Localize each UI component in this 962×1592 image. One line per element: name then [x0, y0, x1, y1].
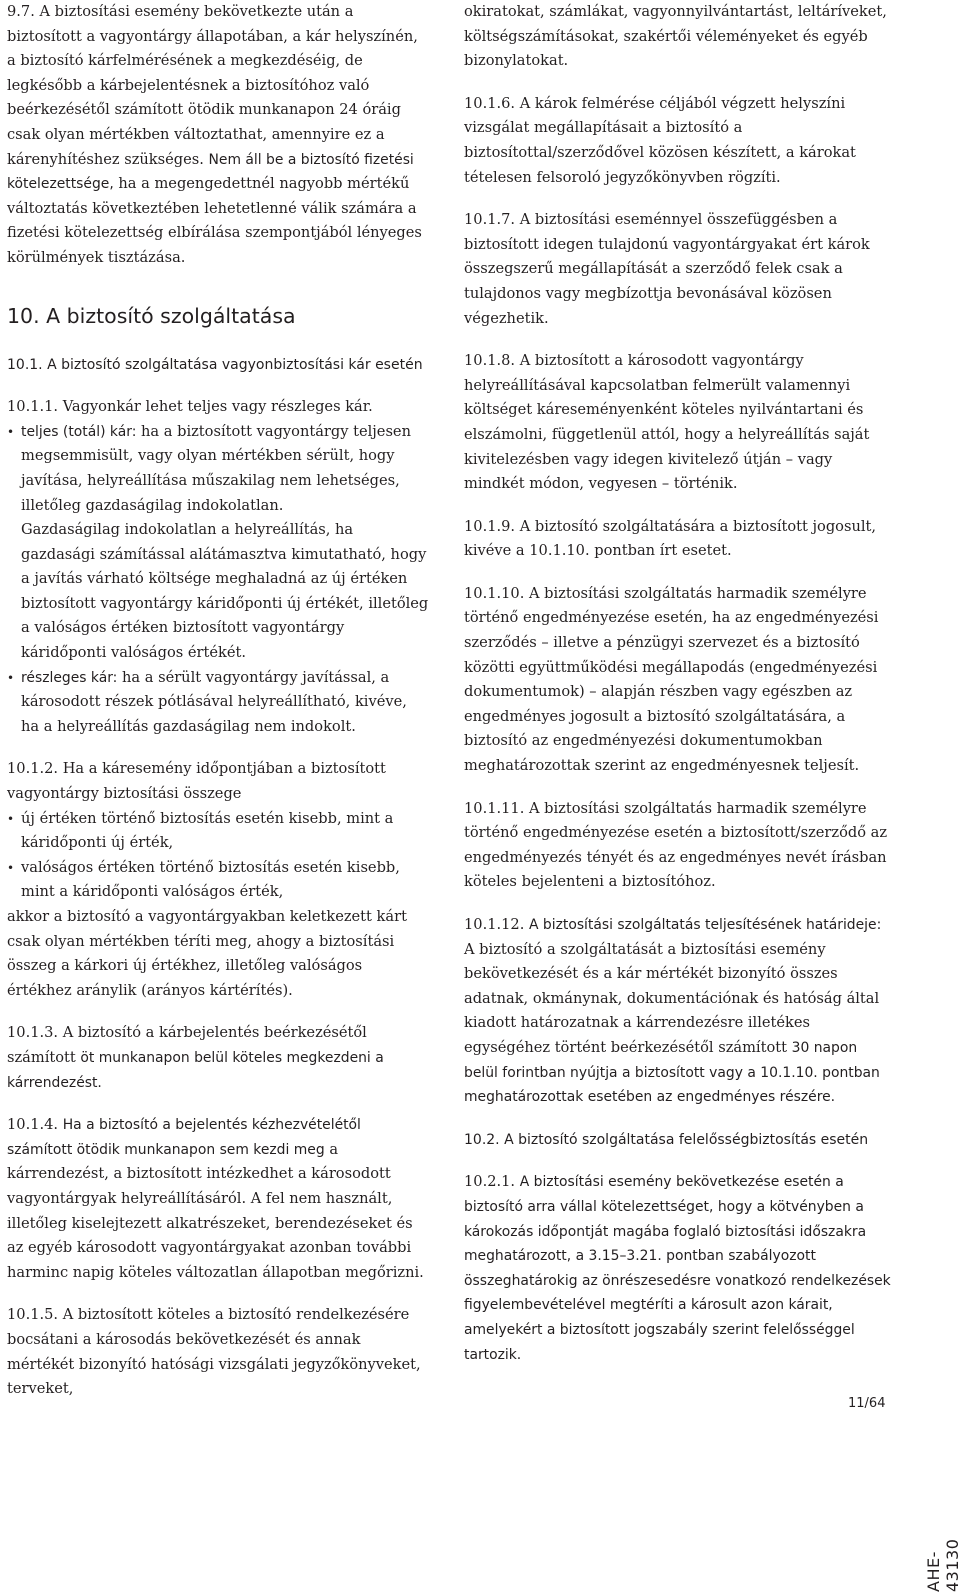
- paragraph-10-2-1-number: 10.2.1.: [464, 1173, 516, 1191]
- subsection-heading-10-1: 10.1. A biztosító szolgáltatása vagyonbiztosítási kár esetén: [7, 356, 423, 373]
- page-number: 11/64: [848, 1396, 886, 1411]
- paragraph-10-1-7: 10.1.7. A biztosítási eseménnyel összefüggésben a biztosított idegen tulajdonú vagyontárgyakat ért károk összegszerű megállapítását a szerződő felek csak a tulajdonos vagy megbízottja bevonásával közösen végezhetik.: [464, 211, 870, 327]
- bullet-partial-loss: [7, 666, 429, 740]
- paragraph-10-2-1: [464, 1170, 894, 1367]
- paragraph-10-1-3-emphasis: öt munkanapon belül köteles megkezdeni a kárrendezést.: [7, 1049, 384, 1091]
- paragraph-10-1-3: [7, 1021, 429, 1095]
- paragraph-10-1-4-number: 10.1.4.: [7, 1116, 59, 1134]
- bullet-icon: •: [7, 670, 15, 685]
- paragraph-10-1-2-conclusion: akkor a biztosító a vagyontárgyakban keletkezett kárt csak olyan mértékben téríti meg, ahogy a biztosítási összeg a kárkori új értékhez, illetőleg valóságos értékhez aránylik (arányos kártérítés).: [7, 908, 407, 999]
- paragraph-10-1-9: 10.1.9. A biztosító szolgáltatására a biztosított jogosult, kivéve a 10.1.10. pontban írt esetet.: [464, 517, 877, 560]
- paragraph-10-1-5-continuation: okiratokat, számlákat, vagyonnyilvántartást, leltáríveket, költségszámításokat, szakértői véleményeket és egyéb bizonylatokat.: [464, 3, 887, 70]
- paragraph-10-1-5: 10.1.5. A biztosított köteles a biztosító rendelkezésére bocsátani a károsodás bekövetkezését és annak mértékét bizonyító hatósági vizsgálati jegyzőkönyveket, terveket,: [7, 1306, 421, 1398]
- paragraph-10-1-12-text: A biztosító a szolgáltatását a biztosítási esemény bekövetkezését és a kár mértékét bizonyító összes adatnak, okmánynak, dokumentációnak és hatóság által kiadott határozatnak a kárrendezésre illetékes egységéhez történt beérkezésétől számított: [464, 940, 880, 1056]
- section-heading-10: 10. A biztosító szolgáltatása: [7, 303, 296, 328]
- paragraph-10-1-10: 10.1.10. A biztosítási szolgáltatás harmadik személyre történő engedményezése esetén, ha az engedményezési szerződés – illetve a pénzügyi szervezet és a biztosító közötti együttműködési megállapodás (engedményezési dokumentumok) – alapján részben vagy egészben az engedményes jogosult a biztosító szolgáltatására, a biztosító az engedményezési dokumentumokban meghatározottak szerint az engedményesnek teljesít.: [464, 584, 879, 775]
- paragraph-10-1-12-number: 10.1.12.: [464, 916, 525, 933]
- paragraph-9-7-emphasis: Nem áll be a biztosító fizetési kötelezettsége,: [7, 151, 414, 193]
- bullet-icon: •: [7, 424, 15, 439]
- paragraph-10-1-3-text: 10.1.3. A biztosító a kárbejelentés beérkezésétől számított: [7, 1024, 367, 1066]
- paragraph-10-1-1: 10.1.1. Vagyonkár lehet teljes vagy részleges kár.: [7, 398, 373, 416]
- bullet-new-value-text: új értéken történő biztosítás esetén kisebb, mint a káridőponti új érték,: [21, 809, 394, 852]
- bullet-total-loss: [7, 420, 429, 518]
- document-code: AHE-43130: [924, 1538, 962, 1592]
- paragraph-10-1-4: [7, 1113, 429, 1285]
- bullet-total-loss-continuation: Gazdaságilag indokolatlan a helyreállítás, ha gazdasági számítással alátámasztva kimutatható, hogy a javítás várható költsége meghaladná az új értéken biztosított vagyontárgy káridőponti új értékét, illetőleg a valóságos értéken biztosított vagyontárgy káridőponti valóságos értékét.: [21, 521, 429, 662]
- paragraph-10-1-11: 10.1.11. A biztosítási szolgáltatás harmadik személyre történő engedményezése esetén a biztosított/szerződő az engedményezés tényét és az engedményes nevét írásban köteles bejelenteni a biztosítóhoz.: [464, 799, 888, 891]
- paragraph-10-1-4-text: a kárrendezést, a biztosított intézkedhet a károsodott vagyontárgyak helyreállításáról. A fel nem használt, illetőleg kiselejtezett alkatrészeket, berendezéseket és az egyéb károsodott vagyontárgyakat azonban további harminc napig köteles változatlan állapotban megőrizni.: [7, 1140, 424, 1281]
- paragraph-10-1-8: 10.1.8. A biztosított a károsodott vagyontárgy helyreállításával kapcsolatban felmerült valamennyi költséget káreseményenként köteles nyilvántartani és elszámolni, függetlenül attól, hogy a helyreállítás saját kivitelezésben vagy idegen kivitelező útján – vagy mindkét módon, vegyesen – történik.: [464, 352, 870, 493]
- paragraph-10-1-4-emphasis: Ha a biztosító a bejelentés kézhezvételétől számított ötödik munkanapon sem kezdi meg: [7, 1117, 361, 1158]
- bullet-total-loss-label: teljes (totál) kár:: [21, 423, 137, 440]
- paragraph-10-1-12-emphasis: 30 napon belül forintban nyújtja a biztosított vagy a 10.1.10. pontban meghatározottak esetében az engedményes részére.: [464, 1039, 880, 1106]
- left-column: [7, 0, 429, 1420]
- bullet-total-loss-text: ha a biztosított vagyontárgy teljesen megsemmisült, vagy olyan mértékben sérült, hogy javítása, helyreállítása műszakilag nem lehetséges, illetőleg gazdaságilag indokolatlan.: [21, 422, 411, 514]
- paragraph-9-7-rest: ha a megengedettnél nagyobb mértékű változtatás következtében lehetetlenné válik számára a fizetési kötelezettség elbírálása szempontjából lényeges körülmények tisztázása.: [7, 175, 422, 266]
- bullet-new-value: [7, 807, 429, 856]
- paragraph-10-1-6: 10.1.6. A károk felmérése céljából végzett helyszíni vizsgálat megállapításait a biztosító a biztosítottal/szerződővel közösen készített, a károkat tételesen felsoroló jegyzőkönyvben rögzíti.: [464, 94, 856, 186]
- bullet-icon: •: [7, 811, 15, 826]
- paragraph-10-1-12-heading: A biztosítási szolgáltatás teljesítésének határideje:: [528, 917, 882, 933]
- paragraph-9-7-text: 9.7. A biztosítási esemény bekövetkezte után a biztosított a vagyontárgy állapotában, a kár helyszínén, a biztosító kárfelmérésének a megkezdéséig, de legkésőbb a kárbejelentésnek a biztosítóhoz való beérkezésétől számított ötödik munkanapon 24 óráig csak olyan mértékben változtathat, amennyire ez a kárenyhítéshez szükséges.: [7, 3, 418, 168]
- right-column: [464, 0, 894, 1385]
- bullet-actual-value-text: valóságos értéken történő biztosítás esetén kisebb, mint a káridőponti valóságos érték,: [21, 858, 400, 901]
- bullet-partial-loss-label: részleges kár:: [21, 669, 118, 686]
- bullet-actual-value: [7, 856, 429, 905]
- paragraph-10-1-12: [464, 913, 894, 1110]
- subsection-heading-10-2: 10.2. A biztosító szolgáltatása felelősségbiztosítás esetén: [464, 1131, 869, 1148]
- bullet-partial-loss-text: ha a sérült vagyontárgy javítással, a károsodott részek pótlásával helyreállítható, kivéve, ha a helyreállítás gazdaságilag nem indokolt.: [21, 668, 407, 735]
- paragraph-10-2-1-text: A biztosítási esemény bekövetkezése esetén a biztosító arra vállal kötelezettséget, hogy a kötvényben a károkozás időpontját magába foglaló biztosítási időszakra meghatározott, a 3.15–3.21. pontban szabályozott összeghatárokig az önrészesedésre vonatkozó rendelkezések figyelembevételével megtéríti a károsult azon kárait, amelyekért a biztosított jogszabály szerint felelősséggel tartozik.: [464, 1174, 891, 1363]
- paragraph-10-1-2: 10.1.2. Ha a káresemény időpontjában a biztosított vagyontárgy biztosítási összege: [7, 760, 386, 803]
- bullet-icon: •: [7, 860, 15, 875]
- paragraph-9-7: [7, 0, 429, 271]
